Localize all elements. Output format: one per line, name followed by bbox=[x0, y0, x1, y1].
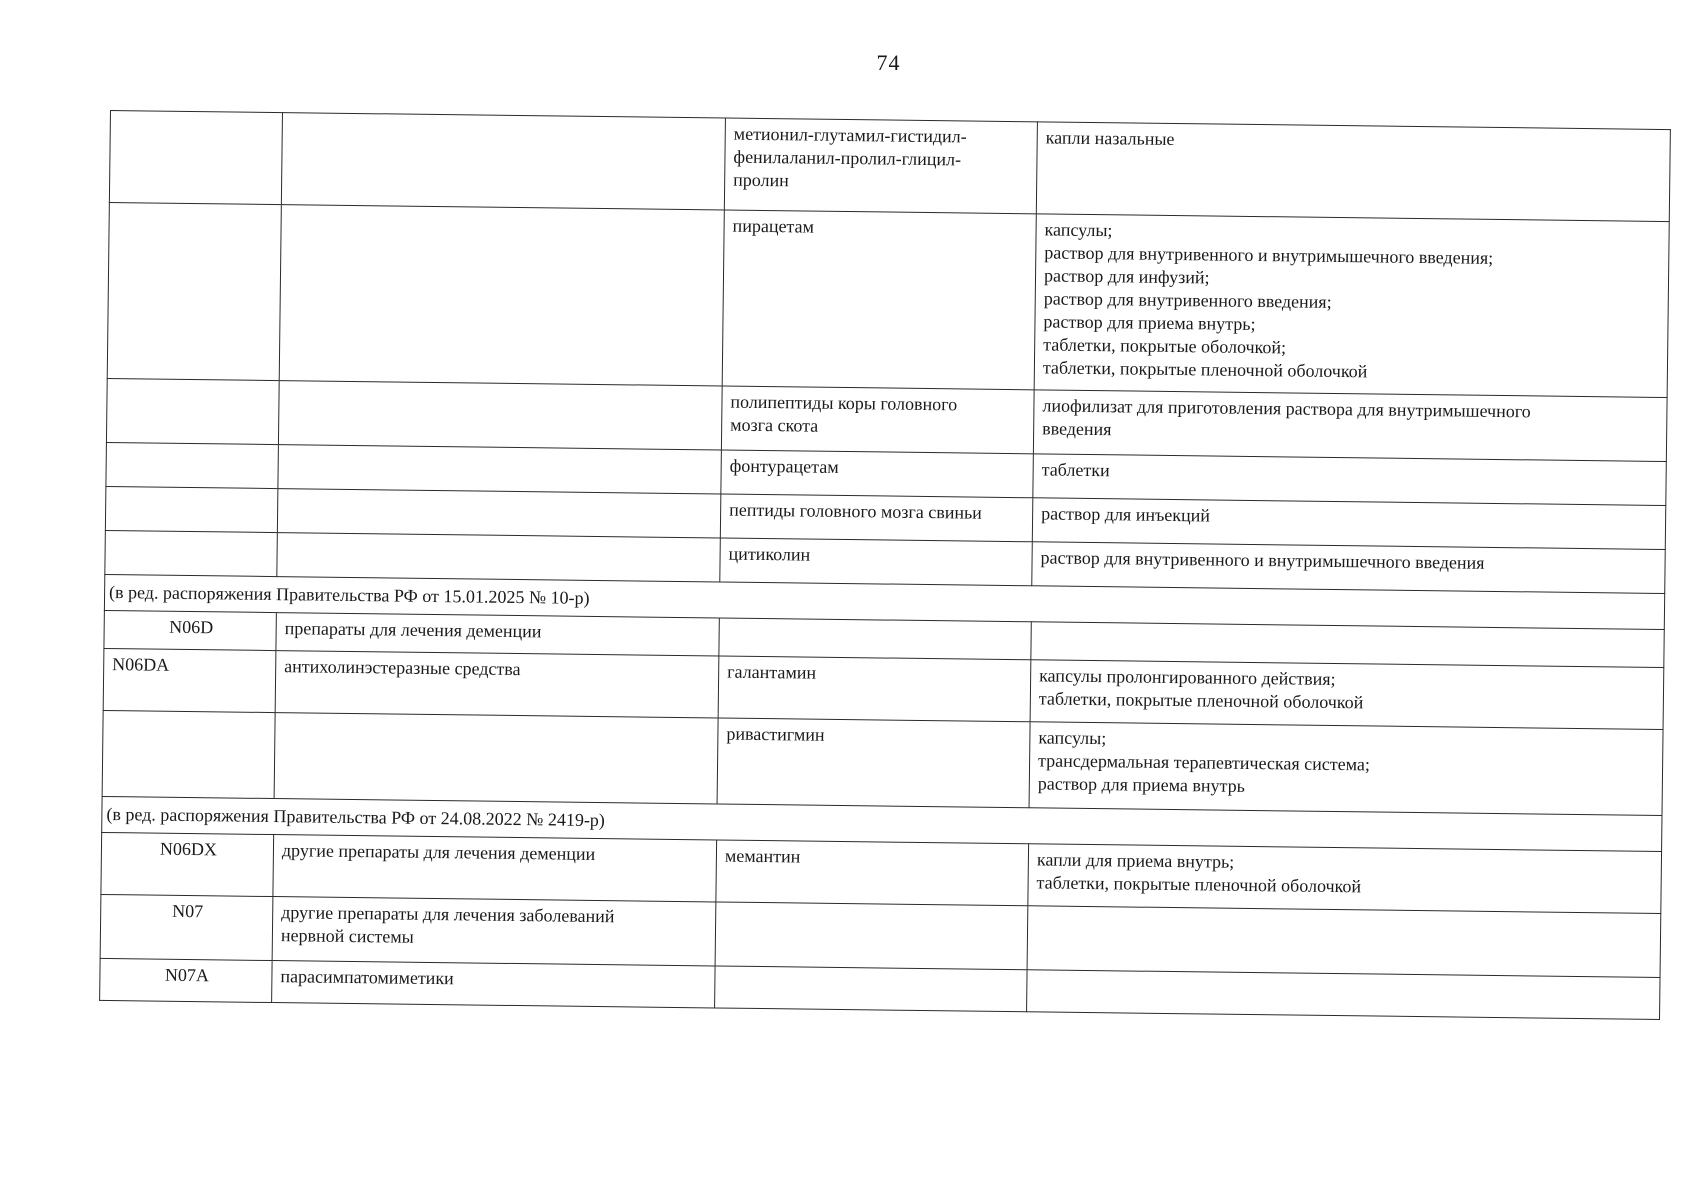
group-cell bbox=[279, 205, 724, 386]
substance-cell bbox=[724, 118, 1037, 214]
substance-line: метионил-глутамил-гистидил- bbox=[733, 123, 967, 147]
group-line: антихолинэстеразные средства bbox=[284, 656, 521, 680]
dosage-forms-cell bbox=[1032, 542, 1665, 594]
substance-cell bbox=[717, 718, 1030, 808]
dosage-form-line: раствор для инфузий; bbox=[1043, 265, 1210, 288]
substance-cell bbox=[721, 450, 1034, 498]
dosage-forms-cell bbox=[1033, 390, 1667, 462]
dosage-form-line: капли назальные bbox=[1045, 127, 1175, 150]
drug-list-table bbox=[99, 110, 1671, 1020]
group-line: другие препараты для лечения деменции bbox=[281, 840, 596, 864]
substance-line: полипептиды коры головного bbox=[730, 391, 958, 415]
dosage-forms-cell bbox=[1029, 722, 1663, 816]
substance-cell bbox=[721, 386, 1034, 454]
group-line: нервной системы bbox=[280, 925, 414, 947]
group-cell bbox=[273, 835, 717, 902]
substance-line: фенилаланил-пролил-глицил- bbox=[733, 146, 962, 170]
group-cell bbox=[277, 533, 721, 582]
amendment-note: (в ред. распоряжения Правительства РФ от 15.01.2025 № 10-р) bbox=[104, 574, 1664, 629]
dosage-form-line: таблетки, покрытые пленочной оболочкой bbox=[1036, 872, 1362, 897]
substance-line: пирацетам bbox=[732, 215, 815, 237]
dosage-form-line: капли для приема внутрь; bbox=[1036, 849, 1235, 872]
dosage-form-line: лиофилизат для приготовления раствора для внутримышечного bbox=[1042, 395, 1531, 422]
dosage-form-line: таблетки, покрытые пленочной оболочкой bbox=[1038, 688, 1364, 713]
substance-cell bbox=[718, 656, 1031, 722]
dosage-form-line: раствор для внутривенного и внутримышечного введения; bbox=[1044, 242, 1494, 268]
dosage-form-line: трансдермальная терапевтическая система; bbox=[1038, 750, 1371, 775]
dosage-form-line: раствор для приема внутрь; bbox=[1043, 311, 1256, 335]
dosage-forms-cell bbox=[1032, 498, 1665, 550]
substance-cell bbox=[719, 618, 1031, 660]
substance-line: цитиколин bbox=[728, 543, 811, 565]
group-line: парасимпатомиметики bbox=[280, 966, 454, 989]
substance-cell bbox=[720, 538, 1033, 586]
table-row bbox=[107, 202, 1669, 397]
substance-cell bbox=[716, 840, 1029, 906]
dosage-forms-cell bbox=[1027, 970, 1660, 1020]
dosage-form-line: раствор для приема внутрь bbox=[1037, 773, 1246, 796]
dosage-forms-cell bbox=[1028, 844, 1662, 914]
page-number: 74 bbox=[876, 50, 901, 75]
group-line: препараты для лечения деменции bbox=[284, 618, 542, 642]
dosage-form-line: таблетки, покрытые оболочкой; bbox=[1043, 334, 1287, 358]
dosage-form-line: таблетки bbox=[1041, 459, 1110, 481]
substance-cell bbox=[720, 494, 1033, 542]
dosage-form-line: введения bbox=[1042, 418, 1112, 440]
group-cell bbox=[278, 381, 722, 450]
atc-code-cell: N07 bbox=[100, 894, 273, 960]
atc-code-cell bbox=[102, 710, 275, 798]
dosage-forms-cell bbox=[1027, 906, 1661, 978]
atc-code-cell bbox=[106, 378, 279, 444]
substance-cell bbox=[715, 966, 1027, 1012]
group-cell bbox=[277, 489, 721, 538]
atc-code-cell bbox=[105, 486, 278, 532]
dosage-form-line: капсулы; bbox=[1044, 219, 1113, 241]
dosage-form-line: таблетки, покрытые пленочной оболочкой bbox=[1042, 357, 1368, 382]
amendment-note: (в ред. распоряжения Правительства РФ от 24.08.2022 № 2419-р) bbox=[102, 796, 1662, 851]
substance-line: мемантин bbox=[724, 845, 801, 867]
dosage-forms-cell bbox=[1034, 214, 1669, 398]
drug-list-table-wrapper bbox=[99, 110, 1670, 1020]
group-cell bbox=[275, 651, 719, 718]
atc-code-cell: N06D bbox=[104, 610, 276, 650]
dosage-form-line: раствор для внутривенного и внутримышечного введения bbox=[1040, 547, 1485, 573]
atc-code-cell: N06DA bbox=[103, 648, 276, 712]
substance-line: галантамин bbox=[727, 661, 817, 683]
atc-code-cell bbox=[107, 202, 281, 380]
group-cell bbox=[276, 613, 719, 656]
dosage-forms-cell bbox=[1036, 122, 1670, 222]
substance-cell bbox=[722, 210, 1036, 390]
dosage-form-line: раствор для инъекций bbox=[1041, 503, 1211, 526]
dosage-form-line: раствор для внутривенного введения; bbox=[1043, 288, 1332, 312]
group-cell bbox=[272, 897, 716, 966]
group-cell bbox=[281, 113, 725, 210]
group-cell bbox=[272, 961, 715, 1008]
atc-code-cell bbox=[109, 111, 282, 205]
substance-line: пролин bbox=[733, 169, 789, 191]
group-line: другие препараты для лечения заболеваний bbox=[281, 902, 615, 927]
group-cell bbox=[274, 713, 718, 804]
substance-cell bbox=[715, 902, 1028, 970]
substance-line: пептиды головного мозга свиньи bbox=[729, 499, 983, 523]
atc-code-cell: N06DX bbox=[101, 832, 274, 896]
dosage-forms-cell bbox=[1033, 454, 1666, 506]
substance-line: мозга скота bbox=[730, 414, 819, 436]
atc-code-cell bbox=[105, 530, 278, 576]
substance-line: фонтурацетам bbox=[729, 455, 839, 477]
substance-line: ривастигмин bbox=[726, 723, 825, 745]
dosage-form-line: капсулы; bbox=[1038, 727, 1107, 749]
atc-code-cell: N07A bbox=[100, 958, 273, 1002]
dosage-form-line: капсулы пролонгированного действия; bbox=[1039, 665, 1336, 690]
dosage-forms-cell bbox=[1030, 660, 1664, 730]
group-cell bbox=[278, 445, 722, 494]
atc-code-cell bbox=[106, 442, 279, 488]
